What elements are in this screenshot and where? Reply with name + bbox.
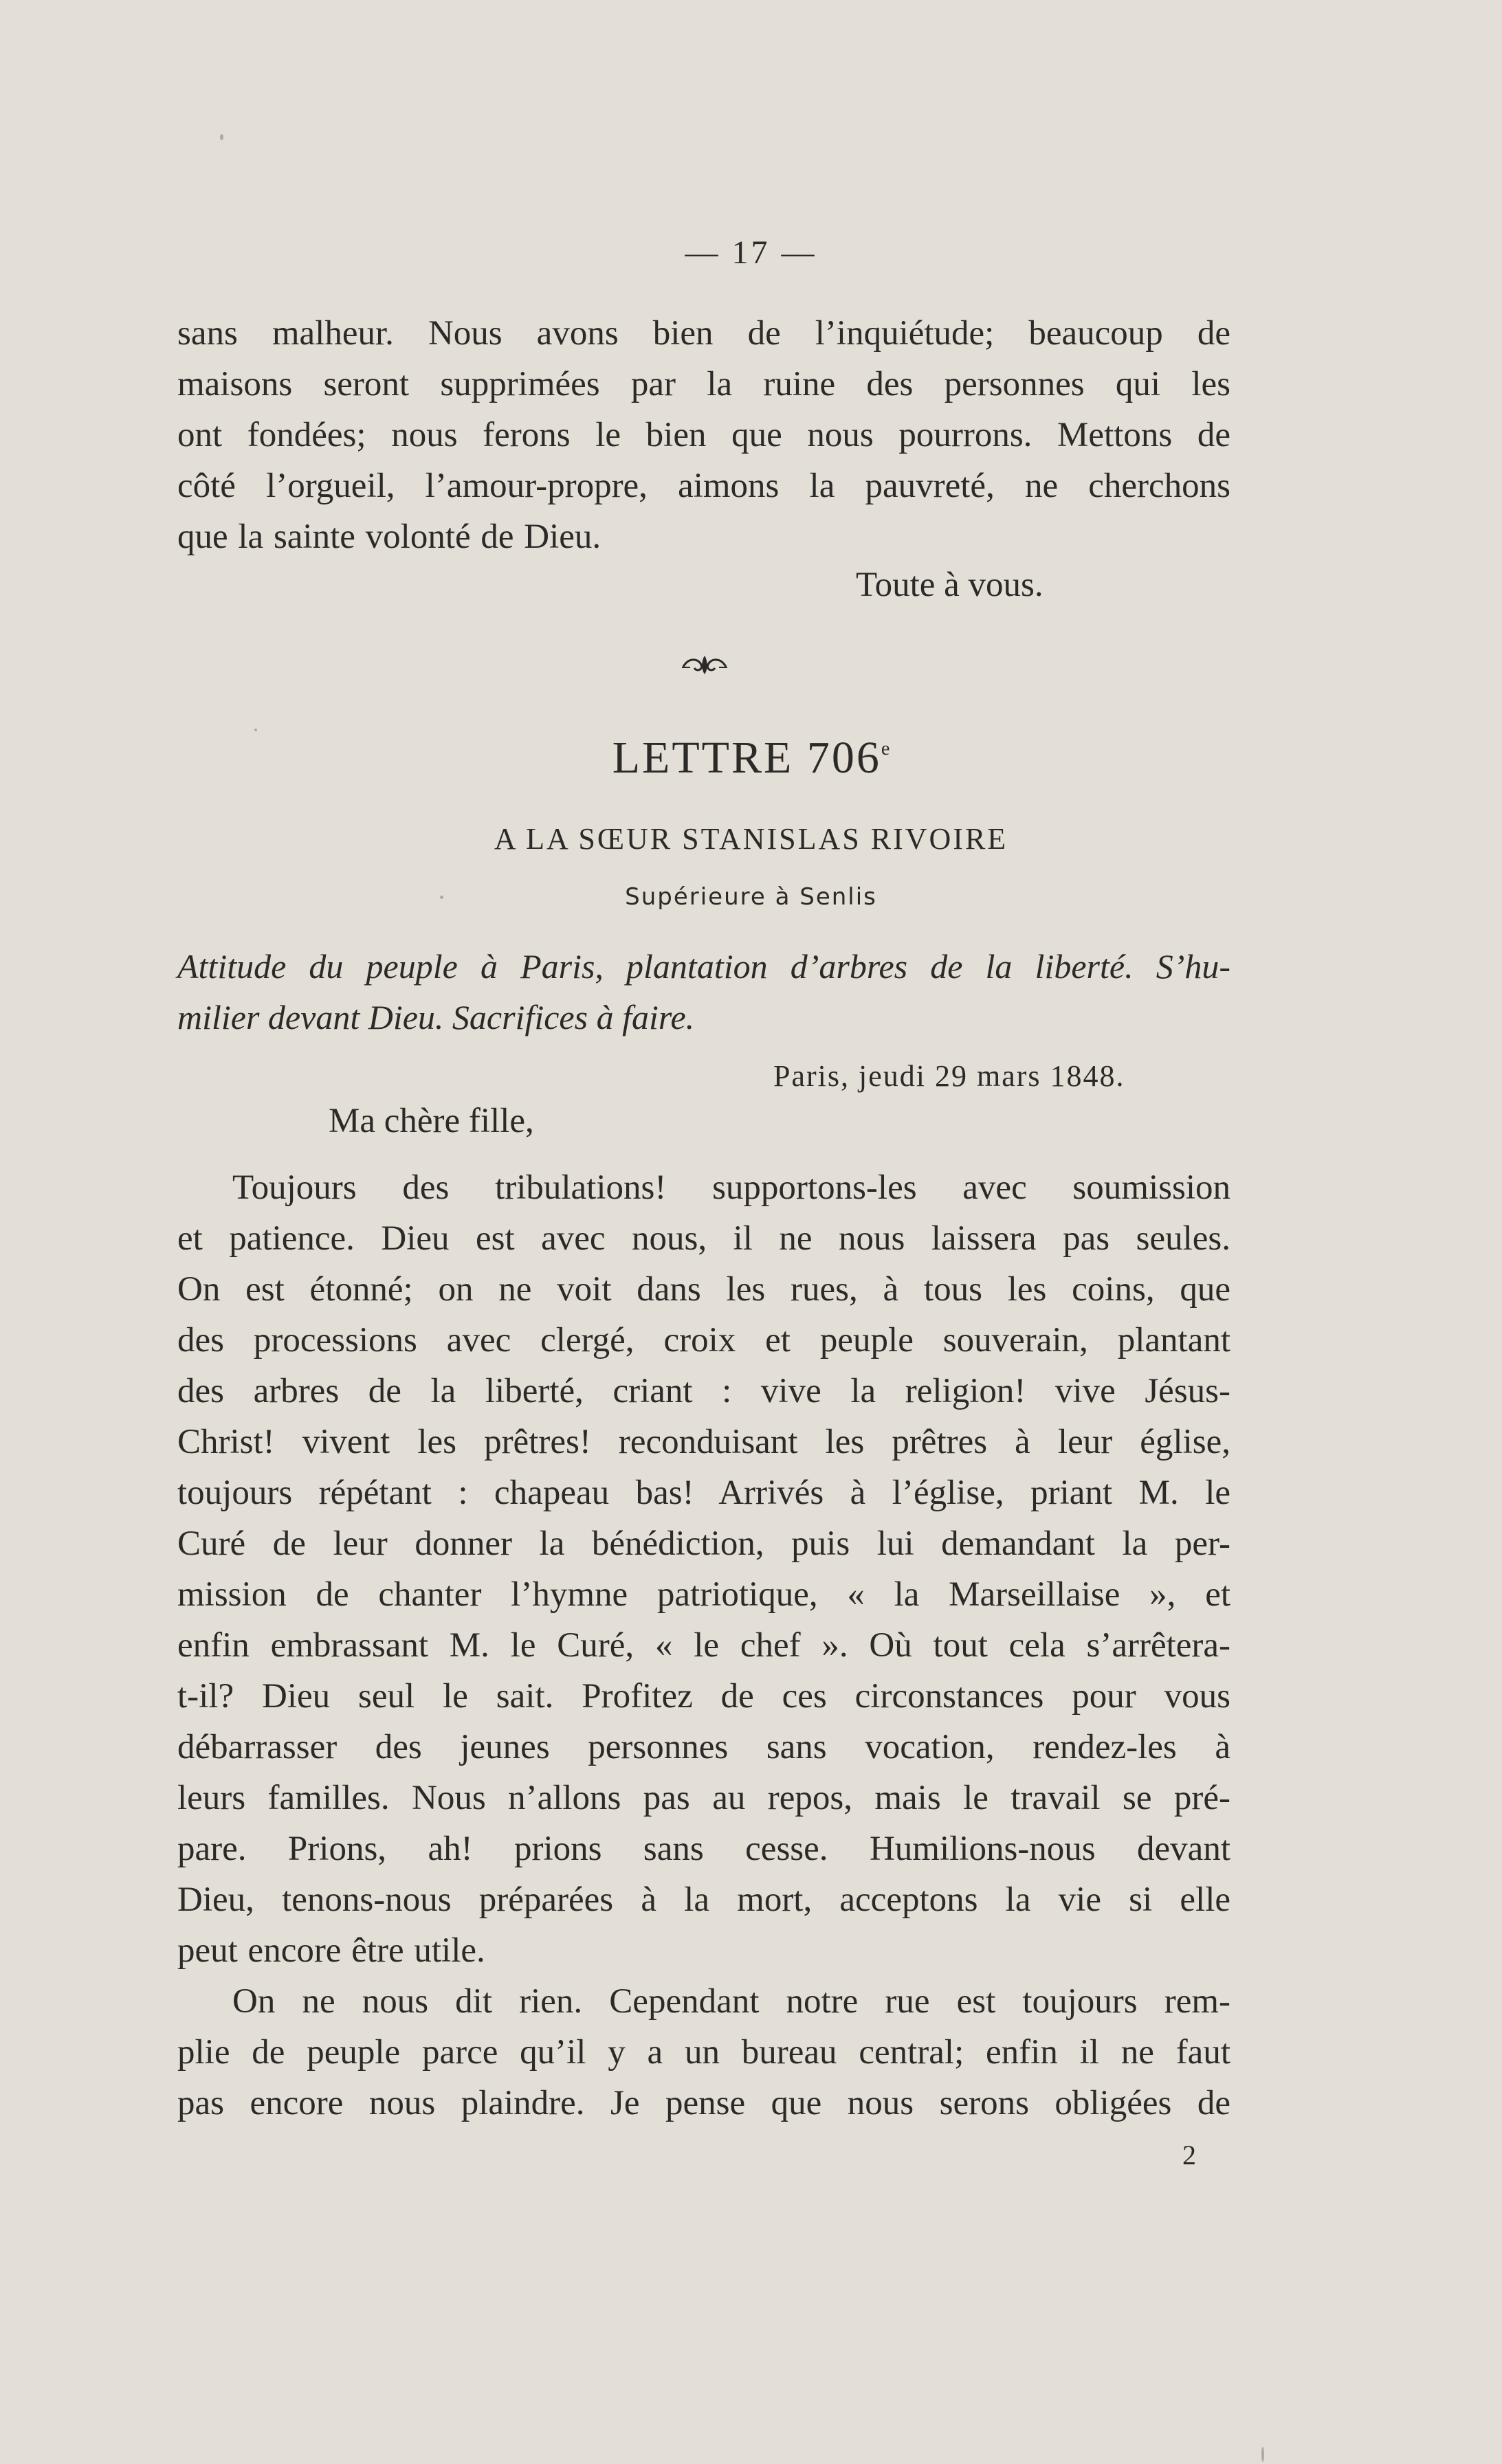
text-line: leurs familles. Nous n’allons pas au repos, mais le travail se pré- [177,1779,1230,1817]
text-line: t-il? Dieu seul le sait. Profitez de ces circonstances pour vous [177,1677,1230,1716]
text-line: que la sainte volonté de Dieu. [177,518,601,556]
text-line: toujours répétant : chapeau bas! Arrivés à l’église, priant M. le [177,1474,1230,1512]
text-line: Toujours des tribulations! supportons-les avec soumission [232,1168,1230,1207]
text-line: Curé de leur donner la bénédiction, puis lui demandant la per- [177,1524,1230,1563]
text-line: On est étonné; on ne voit dans les rues, à tous les coins, que [177,1270,1230,1309]
summary-line: milier devant Dieu. Sacrifices à faire. [177,998,695,1036]
text-line: Christ! vivent les prêtres! reconduisant les prêtres à leur église, [177,1423,1230,1461]
text-line: pare. Prions, ah! prions sans cesse. Humilions-nous devant [177,1830,1230,1868]
letter-salutation: Ma chère fille, [329,1102,534,1140]
letter-paragraph-2 [177,1976,1230,2129]
text-line: mission de chanter l’hymne patriotique, « la Marseillaise », et [177,1575,1230,1614]
text-line: On ne nous dit rien. Cependant notre rue est toujours rem- [232,1982,1230,2021]
text-line: débarrasser des jeunes personnes sans vocation, rendez-les à [177,1728,1230,1766]
letter-recipient: A LA SŒUR STANISLAS RIVOIRE [494,822,1008,856]
letter-summary [177,942,1230,1043]
letter-dateline: Paris, jeudi 29 mars 1848. [773,1059,1125,1093]
letter-paragraph-1 [177,1162,1230,1976]
paper-speck [440,896,443,899]
paper-speck [1261,2447,1264,2462]
letter-title [0,732,1502,784]
paper-speck [220,134,223,140]
letter-title-text: LETTRE 706 [612,733,881,783]
text-line: côté l’orgueil, l’amour-propre, aimons la pauvreté, ne cherchons [177,467,1230,505]
fleuron-ornament-icon [681,653,729,676]
summary-line: Attitude du peuple à Paris, plantation d’arbres de la liberté. S’hu- [177,947,1230,986]
text-line: enfin embrassant M. le Curé, « le chef ». Où tout cela s’arrêtera- [177,1626,1230,1665]
recipient-role: Supérieure à Senlis [625,883,877,911]
signature-mark: 2 [1182,2140,1196,2171]
text-line: peut encore être utile. [177,1931,485,1970]
text-line: et patience. Dieu est avec nous, il ne nous laissera pas seules. [177,1219,1230,1258]
page-number: — 17 — [685,234,817,271]
text-line: maisons seront supprimées par la ruine des personnes qui les [177,365,1230,403]
text-line: pas encore nous plaindre. Je pense que nous serons obligées de [177,2084,1230,2122]
letter-title-superscript: e [881,738,890,759]
text-line: Dieu, tenons-nous préparées à la mort, acceptons la vie si elle [177,1880,1230,1919]
text-line: plie de peuple parce qu’il y a un bureau central; enfin il ne faut [177,2033,1230,2072]
opening-paragraph [177,308,1230,562]
letter-signoff: Toute à vous. [856,566,1043,604]
text-line: des processions avec clergé, croix et peuple souverain, plantant [177,1321,1230,1359]
paper-speck [254,729,257,731]
text-line: ont fondées; nous ferons le bien que nous pourrons. Mettons de [177,416,1230,454]
text-line: des arbres de la liberté, criant : vive la religion! vive Jésus- [177,1372,1230,1410]
text-line: sans malheur. Nous avons bien de l’inquiétude; beaucoup de [177,314,1230,353]
